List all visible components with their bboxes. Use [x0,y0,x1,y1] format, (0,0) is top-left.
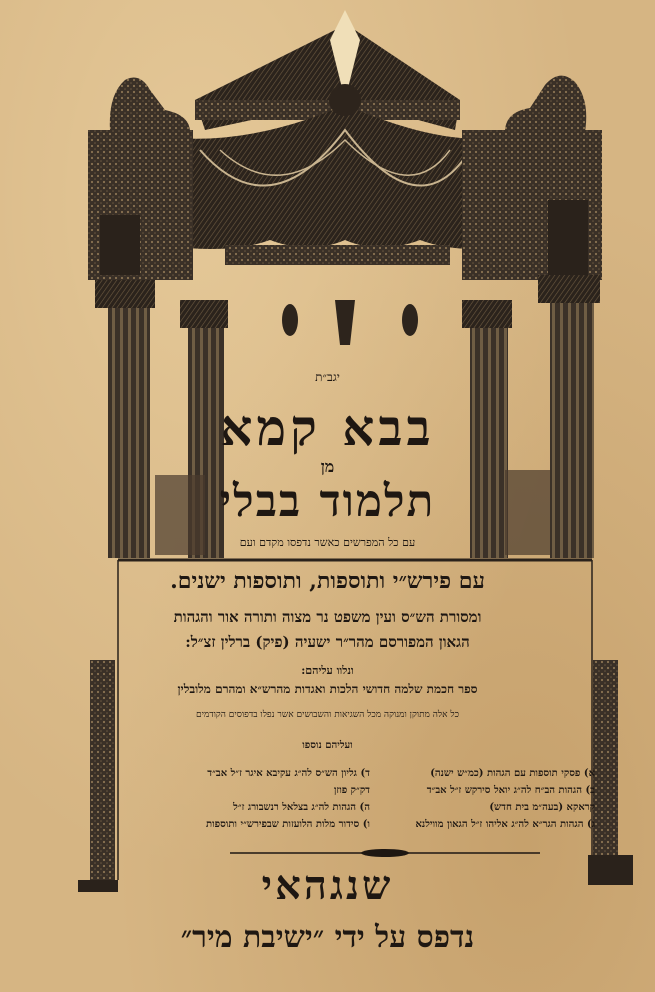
nosaf-heading: ועליהם נוספו [302,740,353,751]
left-column [120,765,370,833]
masoret-line: ומסורת הש״ס ועין משפט נר מצוה ותורה אור והגהות [173,608,482,626]
city-name: שנגהאי [261,862,394,909]
kol-eleh-line: כל אלה מתוקן ומנוקה מכל השגיאות והשבושים אשר נפלו בדפוסים הקודמים [195,710,460,720]
ornamental-divider [230,849,540,857]
list-item: ה) הגהות לה״ג בצלאל רנשבורג ז״ל [233,802,370,813]
rashi-tosafot-line: עם פירש״י ותוספות, ותוספות ישנים. [170,568,485,594]
list-item: א) פסקי תוספות עם הגהות (כמ״ש ישנה) [430,768,595,779]
printed-by-line: נדפס על ידי ״ישיבת מיר״ [180,920,475,955]
list-item: קראקא (בעה״מ בית חדש) [489,802,595,813]
list-item: ד) גליון הש״ס לה״ג עקיבא איגר ז״ל אב״ד [207,768,370,779]
list-item: ב) הגהות הב״ח לה״ג יואל סירקש ז״ל אב״ד [426,785,595,796]
min-word: מן [320,457,335,476]
tractate-title: בבא קמא [220,398,435,457]
right-column [380,765,595,833]
top-mark: יגב״ת [315,370,340,384]
list-item: דק״ק פוזן [333,785,370,796]
talmud-title: תלמוד בבלי [219,476,436,527]
list-item: ו) סידור מלות הלועזות שבפירש״י ותוספות [205,819,370,830]
pediment [195,10,460,130]
chochmat-line: ספר חכמת שלמה חדושי הלכות ואגדות מהרש״א ומהרם מלובלין [177,682,478,696]
commentaries-line: עם כל המפרשים כאשר נדפסו מקדם ועם [239,536,416,549]
nilvu-heading: ונלוו עליהם: [301,664,354,677]
gaon-line: הגאון המפורסם מהר״ר ישעיה (פיק) ברלין זצ״ל: [185,633,470,651]
lion-statue-left [110,78,190,132]
lion-statue-right [505,76,586,132]
list-item: ג) הגהות הגר״א לה״ג אליהו ז״ל הגאון מווילנא [415,819,595,830]
